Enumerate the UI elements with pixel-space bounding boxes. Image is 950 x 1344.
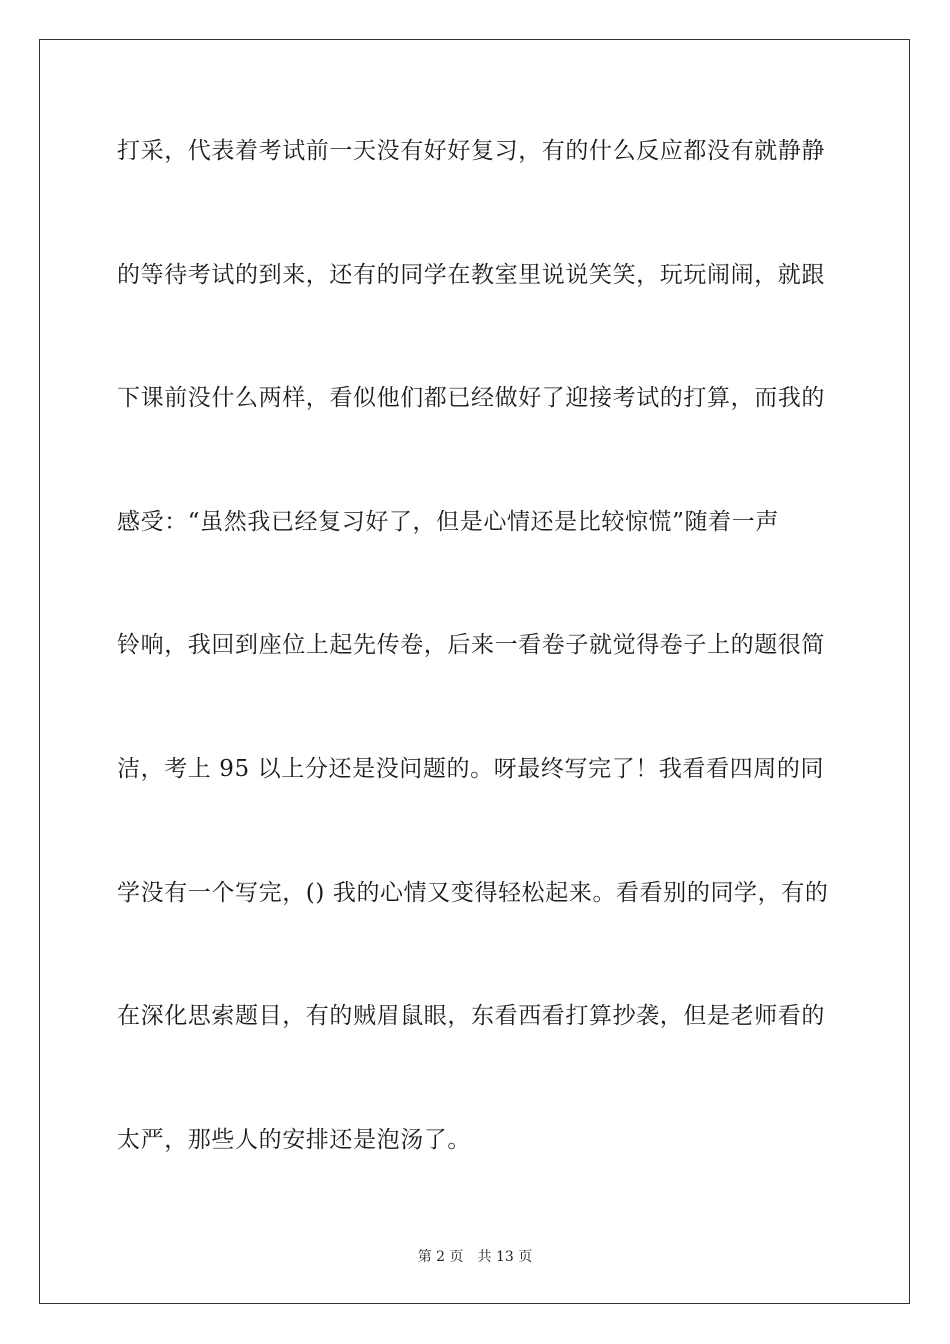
text-line-1: 打采，代表着考试前一天没有好好复习，有的什么反应都没有就静静 bbox=[117, 138, 825, 164]
text-line-8: 在深化思索题目，有的贼眉鼠眼，东看西看打算抄袭，但是老师看的 bbox=[117, 1003, 825, 1030]
text-line-7: 学没有一个写完，() 我的心情又变得轻松起来。看看别的同学，有的 bbox=[117, 879, 829, 906]
body-text bbox=[117, 128, 837, 1240]
page-footer bbox=[0, 1246, 950, 1266]
text-line-6: 洁，考上 95 以上分还是没问题的。呀最终写完了！我看看四周的同 bbox=[117, 755, 825, 782]
text-line-4: 感受：“虽然我已经复习好了，但是心情还是比较惊慌”随着一声 bbox=[117, 508, 779, 535]
page-total: 共 13 页 bbox=[477, 1249, 533, 1265]
text-line-5: 铃响，我回到座位上起先传卷，后来一看卷子就觉得卷子上的题很简 bbox=[117, 632, 825, 659]
page-number: 第 2 页 bbox=[417, 1249, 464, 1265]
text-line-2: 的等待考试的到来，还有的同学在教室里说说笑笑，玩玩闹闹，就跟 bbox=[117, 261, 825, 288]
text-line-3: 下课前没什么两样，看似他们都已经做好了迎接考试的打算，而我的 bbox=[117, 385, 825, 412]
text-line-9: 太严，那些人的安排还是泡汤了。 bbox=[117, 1126, 471, 1153]
